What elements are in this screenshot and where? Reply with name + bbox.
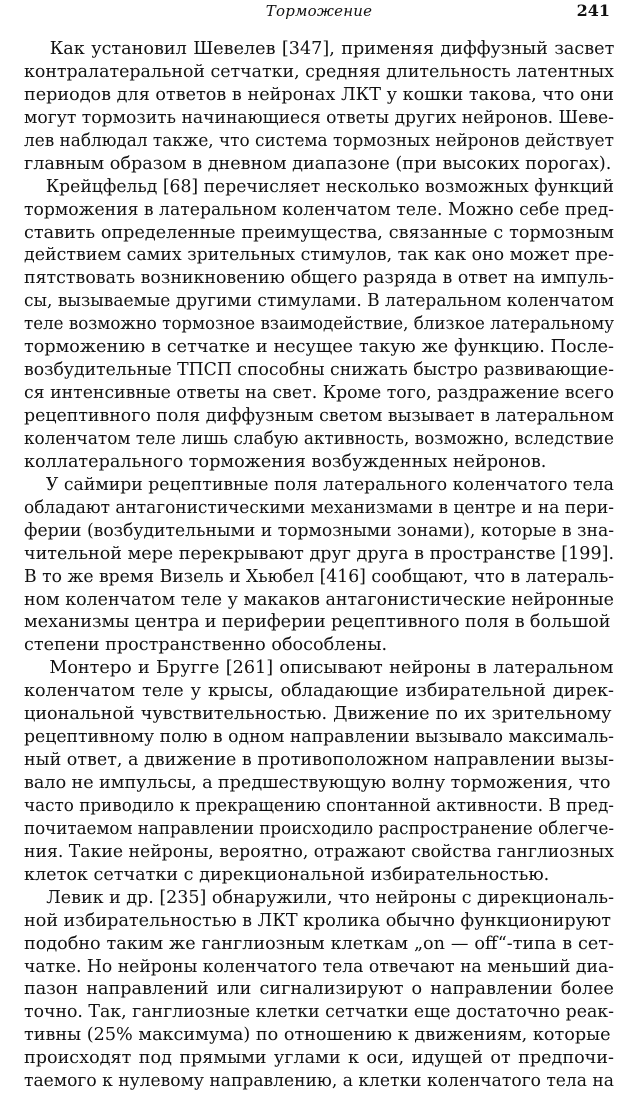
text-line: контралатеральной сетчатки, средняя длительность латентных	[24, 61, 614, 82]
running-title: Торможение	[265, 2, 373, 20]
paragraph	[24, 657, 614, 886]
text-line: Крейцфельд [68] перечисляет несколько возможных функций	[24, 176, 614, 197]
text-line: рецептивному полю в одном направлении вызывало максималь-	[24, 727, 614, 748]
text-line: коллатерального торможения возбужденных нейронов.	[24, 451, 547, 472]
text-line: почитаемом направлении происходило распространение облегче-	[24, 818, 615, 839]
text-line: клеток сетчатки с дирекциональной избирательностью.	[24, 864, 550, 885]
text-line: степени пространственно обособлены.	[24, 635, 388, 656]
text-line: периодов для ответов в нейронах ЛКТ у кошки такова, что они	[24, 84, 614, 105]
body-text	[24, 38, 614, 1093]
text-line: В то же время Визель и Хьюбел [416] сообщают, что в латераль-	[24, 566, 615, 587]
text-line: возбудительные ТПСП способны снижать быстро развивающие-	[24, 360, 614, 381]
text-line: Как установил Шевелев [347], применяя диффузный засвет	[24, 39, 615, 59]
text-line: точно. Так, ганглиозные клетки сетчатки еще достаточно реак-	[24, 1002, 614, 1023]
text-line: часто приводило к прекращению спонтанной активности. В пред-	[24, 795, 614, 816]
paragraph	[24, 887, 614, 1093]
text-line: чительной мере перекрывают друг друга в пространстве [199].	[24, 543, 615, 564]
text-line: подобно таким же ганглиозным клеткам „on — off“-типа в сет-	[24, 933, 614, 954]
text-line: обладают антагонистическими механизмами в центре и на пери-	[24, 497, 614, 518]
text-line: теле возможно тормозное взаимодействие, близкое латеральному	[24, 314, 615, 335]
text-line: действием самих зрительных стимулов, так как оно может пре-	[24, 245, 614, 266]
text-line: тивны (25% максимума) по отношению к движениям, которые	[24, 1025, 611, 1046]
text-line: У саймири рецептивные поля латерального коленчатого тела	[24, 474, 614, 495]
text-line: Монтеро и Бругге [261] описывают нейроны в латеральном	[24, 658, 614, 679]
text-line: могут тормозить начинающиеся ответы других нейронов. Шеве-	[24, 107, 614, 128]
text-line: ный ответ, а движение в противоположном направлении вызы-	[24, 750, 615, 771]
paragraph	[24, 474, 614, 658]
text-line: таемого к нулевому направлению, а клетки коленчатого тела на	[24, 1071, 615, 1092]
text-line: вало не импульсы, а предшествующую волну торможения, что	[24, 773, 611, 793]
paragraph	[24, 38, 614, 176]
text-line: ния. Такие нейроны, вероятно, отражают свойства ганглиозных	[24, 841, 614, 862]
text-line: торможению в сетчатке и несущее такую же функцию. После-	[24, 337, 614, 358]
text-line: ферии (возбудительными и тормозными зонами), которые в зна-	[24, 520, 615, 541]
text-line: лев наблюдал также, что система тормозных нейронов действует	[24, 130, 614, 151]
text-line: торможения в латеральном коленчатом теле. Можно себе пред-	[24, 199, 614, 220]
text-line: ставить определенные преимущества, связанные с тормозным	[24, 222, 614, 243]
text-line: рецептивного поля диффузным светом вызывает в латеральном	[24, 406, 615, 426]
paragraph	[24, 176, 614, 474]
text-line: происходят под прямыми углами к оси, идущей от предпочи-	[24, 1048, 614, 1069]
text-line: механизмы центра и периферии рецептивного поля в большой	[24, 612, 611, 633]
text-line: пятствовать возникновению общего разряда в ответ на импуль-	[24, 268, 615, 289]
text-line: коленчатом теле лишь слабую активность, возможно, вследствие	[24, 428, 614, 449]
text-line: коленчатом теле у крысы, обладающие избирательной дирек-	[24, 681, 614, 702]
page-header	[24, 0, 614, 26]
page-number: 241	[576, 1, 610, 20]
text-line: пазон направлений или сигнализируют о направлении более	[24, 979, 614, 1000]
text-line: ной избирательностью в ЛКТ кролика обычно функционируют	[24, 910, 612, 931]
text-line: главным образом в дневном диапазоне (при высоких порогах).	[24, 153, 612, 174]
text-line: ном коленчатом теле у макаков антагонистические нейронные	[24, 589, 614, 610]
text-line: сы, вызываемые другими стимулами. В латеральном коленчатом	[24, 291, 615, 312]
text-line: Левик и др. [235] обнаружили, что нейроны с дирекциональ-	[24, 887, 614, 908]
text-line: циональной чувствительностью. Движение по их зрительному	[24, 704, 612, 725]
text-line: чатке. Но нейроны коленчатого тела отвечают на меньший диа-	[24, 956, 614, 977]
text-line: ся интенсивные ответы на свет. Кроме того, раздражение всего	[24, 383, 615, 404]
